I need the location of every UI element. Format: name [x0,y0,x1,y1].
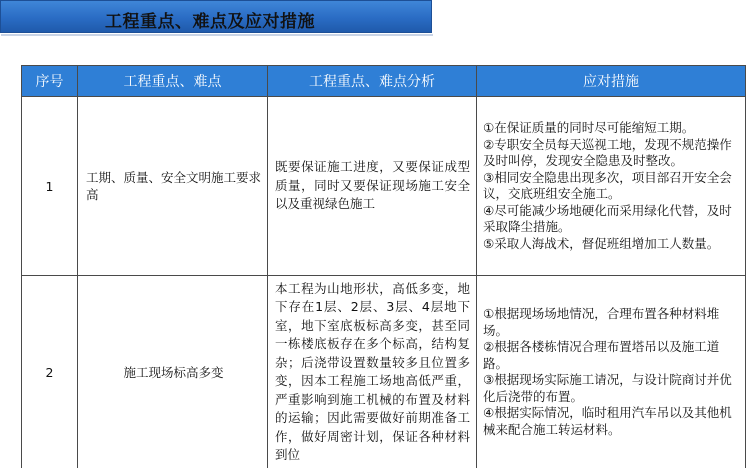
measure-item: ①根据现场场地情况，合理布置各种材料堆场。 [483,306,720,338]
key-point-cell: 施工现场标高多变 [78,276,268,468]
key-difficulties-table [21,65,746,468]
title-banner [0,0,432,33]
table-row [22,276,746,468]
measure-item: ③根据现场实际施工请况，与设计院商讨并优化后浇带的布置。 [483,372,732,404]
row-number: 1 [22,97,78,276]
measure-item: ②专职安全员每天巡视工地，发现不规范操作及时叫停，发现安全隐患及时整改。 [483,136,732,168]
header-analysis: 工程重点、难点分析 [268,66,477,97]
measure-item: ④尽可能减少场地硬化而采用绿化代替，及时采取降尘措施。 [483,202,732,234]
header-key-points: 工程重点、难点 [78,66,268,97]
row-number: 2 [22,276,78,468]
key-point-cell: 工期、质量、安全文明施工要求高 [78,97,268,276]
measure-item: ②根据各楼栋情况合理布置塔吊以及施工道路。 [483,339,720,371]
header-seq: 序号 [22,66,78,97]
analysis-cell: 既要保证施工进度，又要保证成型质量，同时又要保证现场施工安全以及重视绿色施工 [268,97,477,276]
measure-item: ③相同安全隐患出现多次，项目部召开安全会议，交底班组安全施工。 [483,169,732,201]
measures-cell [477,276,746,468]
table-row [22,97,746,276]
measures-cell [477,97,746,276]
header-measures: 应对措施 [477,66,746,97]
measure-item: ④根据实际情况，临时租用汽车吊以及其他机械来配合施工转运材料。 [483,405,732,437]
measure-item: ⑤采取人海战术，督促班组增加工人数量。 [483,235,720,251]
page-title: 工程重点、难点及应对措施 [105,12,315,32]
measure-item: ①在保证质量的同时尽可能缩短工期。 [483,120,695,135]
analysis-cell: 本工程为山地形状，高低多变，地下存在1层、2层、3层、4层地下室，地下室底板标高多变，甚至同一栋楼底板存在多个标高，结构复杂；后浇带设置数量较多且位置多变，因本工程施工场地高低严重，严重影响到施工机械的布置及材料的运输；因此需要做好前期准备工作，做好周密计划，保证各种材料到位 [268,276,477,468]
table-header-row [22,66,746,97]
